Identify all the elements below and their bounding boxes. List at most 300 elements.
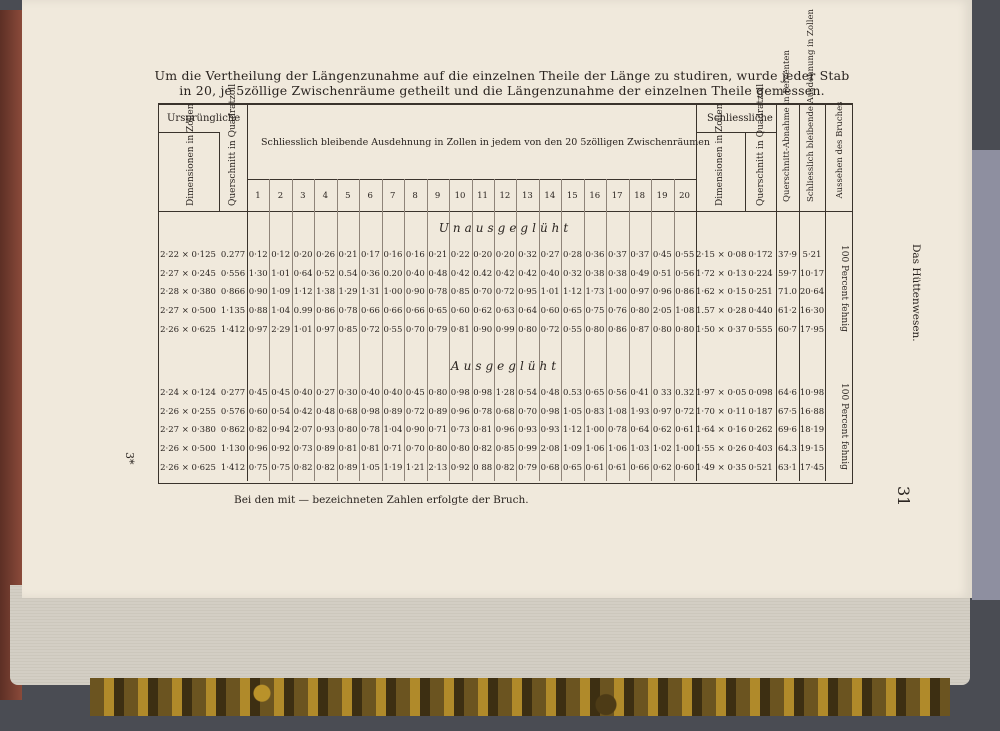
extension-value: 1·30 bbox=[248, 268, 268, 279]
extension-value: 0·78 bbox=[361, 425, 380, 436]
original-cross-section: 0·277 bbox=[220, 388, 246, 398]
extension-value: 0·16 bbox=[405, 250, 425, 260]
column-number: 16 bbox=[589, 191, 601, 201]
final-dimensions: 1·72 × 0·13 bbox=[696, 268, 747, 279]
column-number: 8 bbox=[412, 191, 418, 201]
extension-value: 1·31 bbox=[361, 287, 380, 298]
page-number: 31 bbox=[894, 486, 913, 507]
extension-value: 0·45 bbox=[652, 250, 672, 260]
final-dimensions: 1·50 × 0·37 bbox=[696, 324, 747, 335]
original-dimensions: 2·26 × 0·625 bbox=[160, 324, 216, 335]
final-cross-section: 0·262 bbox=[748, 425, 773, 436]
extension-value: 0·73 bbox=[293, 444, 313, 455]
extension-value: 1·04 bbox=[383, 425, 403, 436]
extension-value: 1·00 bbox=[383, 287, 403, 298]
extension-value: 0·12 bbox=[271, 250, 291, 260]
extension-value: 0·68 bbox=[540, 462, 560, 473]
original-dimensions: 2·24 × 0·124 bbox=[160, 388, 216, 398]
final-cross-section: 0·440 bbox=[748, 306, 773, 317]
extension-value: 0·60 bbox=[675, 462, 695, 473]
extension-value: 0·65 bbox=[585, 388, 605, 398]
header-fracture: Aussehen des Bruches bbox=[835, 101, 845, 199]
extension-value: 0·60 bbox=[248, 406, 268, 417]
original-cross-section: 0.277 bbox=[220, 250, 246, 260]
extension-value: 0·86 bbox=[607, 324, 627, 335]
extension-value: 0·90 bbox=[405, 425, 425, 436]
extension-value: 0·89 bbox=[383, 406, 403, 417]
reduction-percent: 67·5 bbox=[778, 406, 797, 417]
extension-value: 0·96 bbox=[652, 287, 672, 298]
signature-mark: 3* bbox=[123, 452, 136, 465]
extension-value: 0·80 bbox=[450, 444, 470, 455]
extension-value: 0·70 bbox=[473, 287, 493, 298]
extension-value: 0·66 bbox=[630, 462, 650, 473]
extension-value: 0·62 bbox=[652, 462, 672, 473]
extension-value: 2·05 bbox=[652, 306, 672, 317]
extension-value: 0·54 bbox=[271, 406, 291, 417]
original-cross-section: 0·576 bbox=[220, 406, 246, 417]
extension-value: 0·48 bbox=[540, 388, 560, 398]
header-cross: Querschnitt in Quadratzoll bbox=[228, 83, 238, 206]
extension-value: 0·62 bbox=[473, 306, 493, 317]
extension-value: 0·81 bbox=[473, 425, 493, 436]
extension-value: 0·89 bbox=[316, 444, 336, 455]
total-extension: 16·30 bbox=[799, 306, 825, 317]
extension-value: 0·70 bbox=[405, 324, 425, 335]
extension-value: 0.54 bbox=[338, 268, 358, 279]
extension-value: 0·75 bbox=[248, 462, 268, 473]
extension-value: 0·66 bbox=[405, 306, 425, 317]
extension-value: 1·19 bbox=[383, 462, 403, 473]
extension-value: 0·88 bbox=[248, 306, 268, 317]
extension-value: 0·65 bbox=[428, 306, 448, 317]
extension-value: 0·68 bbox=[495, 406, 515, 417]
final-dimensions: 1·55 × 0·26 bbox=[696, 444, 747, 455]
extension-value: 0·61 bbox=[675, 425, 695, 436]
extension-value: 0·95 bbox=[518, 287, 538, 298]
extension-value: 0·89 bbox=[338, 462, 358, 473]
extension-value: 0·60 bbox=[450, 306, 470, 317]
extension-value: 0·65 bbox=[563, 306, 582, 317]
extension-value: 0·20 bbox=[473, 250, 493, 260]
extension-value: 0·64 bbox=[293, 268, 313, 279]
extension-value: 0·80 bbox=[338, 425, 358, 436]
extension-value: 1·06 bbox=[585, 444, 605, 455]
extension-value: 0 33 bbox=[652, 388, 672, 398]
extension-value: 0·92 bbox=[271, 444, 291, 455]
extension-value: 0·80 bbox=[428, 388, 448, 398]
extension-value: 0·85 bbox=[495, 444, 515, 455]
final-dimensions: 1.57 × 0·28 bbox=[696, 306, 747, 317]
extension-value: 0.53 bbox=[563, 388, 582, 398]
extension-value: 0·71 bbox=[383, 444, 403, 455]
extension-value: 0·86 bbox=[675, 287, 695, 298]
extension-value: 0·42 bbox=[293, 406, 313, 417]
extension-value: 0·41 bbox=[630, 388, 650, 398]
reduction-percent: 64·6 bbox=[778, 388, 797, 398]
extension-value: 0.32 bbox=[675, 388, 695, 398]
header-total-ext: Schliesslich bleibende Ausdehnung in Zollen bbox=[806, 9, 816, 202]
final-cross-section: 0·403 bbox=[748, 444, 773, 455]
extension-value: 1·29 bbox=[338, 287, 358, 298]
extension-value: 0·37 bbox=[607, 250, 627, 260]
extension-value: 1·00 bbox=[585, 425, 605, 436]
header-reduction: Querschnitt-Abnahme in Percenten bbox=[782, 50, 792, 202]
column-number: 1 bbox=[255, 191, 261, 201]
original-cross-section: 0·866 bbox=[220, 287, 246, 298]
extension-value: 1·01 bbox=[271, 268, 291, 279]
extension-value: 1·12 bbox=[293, 287, 313, 298]
extension-value: 0·40 bbox=[293, 388, 313, 398]
reduction-percent: 60·7 bbox=[778, 324, 797, 335]
extension-value: 1·12 bbox=[563, 425, 582, 436]
extension-value: 0·96 bbox=[495, 425, 515, 436]
extension-value: 0·66 bbox=[383, 306, 403, 317]
extension-value: 2·13 bbox=[428, 462, 448, 473]
column-number: 13 bbox=[521, 191, 533, 201]
extension-value: 0·72 bbox=[361, 324, 380, 335]
extension-value: 0·17 bbox=[361, 250, 380, 260]
header-final: Schliessliche bbox=[707, 113, 773, 124]
reduction-percent: 71.0 bbox=[778, 287, 797, 298]
extension-value: 0·93 bbox=[316, 425, 336, 436]
extension-value: 0·97 bbox=[652, 406, 672, 417]
extension-value: 0·40 bbox=[405, 268, 425, 279]
extension-value: 0·76 bbox=[607, 306, 627, 317]
final-cross-section: 0·555 bbox=[748, 324, 773, 335]
extension-value: 0·55 bbox=[383, 324, 403, 335]
extension-value: 0·36 bbox=[361, 268, 380, 279]
final-cross-section: 0·187 bbox=[748, 406, 773, 417]
original-dimensions: 2·22 × 0·125 bbox=[160, 250, 216, 260]
extension-value: 0·78 bbox=[607, 425, 627, 436]
extension-value: 0·89 bbox=[428, 406, 448, 417]
extension-value: 0·80 bbox=[652, 324, 672, 335]
reduction-percent: 63·1 bbox=[778, 462, 797, 473]
extension-value: 1·73 bbox=[585, 287, 605, 298]
extension-value: 1·06 bbox=[607, 444, 627, 455]
extension-value: 0·45 bbox=[248, 388, 268, 398]
extension-value: 0·79 bbox=[428, 324, 448, 335]
extension-value: 2·29 bbox=[271, 324, 291, 335]
extension-value: 0·48 bbox=[428, 268, 448, 279]
total-extension: 20·64 bbox=[799, 287, 825, 298]
extension-value: 0·82 bbox=[473, 444, 493, 455]
original-dimensions: 2·26 × 0·255 bbox=[160, 406, 216, 417]
extension-value: 1·93 bbox=[630, 406, 650, 417]
final-cross-section: 0·521 bbox=[748, 462, 773, 473]
extension-value: 0·42 bbox=[450, 268, 470, 279]
book-page bbox=[22, 0, 972, 598]
extension-value: 0·98 bbox=[450, 388, 470, 398]
extension-value: 0·51 bbox=[652, 268, 672, 279]
extension-value: 1·05 bbox=[361, 462, 380, 473]
rule bbox=[219, 132, 220, 211]
final-dimensions: 1·62 × 0·15 bbox=[696, 287, 747, 298]
extension-value: 0·82 bbox=[248, 425, 268, 436]
column-number: 12 bbox=[499, 191, 511, 201]
extension-value: 1·09 bbox=[271, 287, 291, 298]
extension-value: 0·98 bbox=[540, 406, 560, 417]
extension-value: 0·80 bbox=[585, 324, 605, 335]
column-number: 7 bbox=[389, 191, 396, 201]
original-dimensions: 2·27 × 0·500 bbox=[160, 306, 216, 317]
final-cross-section: 0·251 bbox=[748, 287, 773, 298]
original-cross-section: 0·862 bbox=[220, 425, 246, 436]
extension-value: 0·81 bbox=[361, 444, 380, 455]
intro-paragraph: Um die Vertheilung der Längenzunahme auf die einzelnen Theile der Länge zu studiren, wurde jeder Stab in 20, je 5zöllige Zwischenräume getheilt und die Längenzunahme der einzelnen Theile gemessen. bbox=[154, 68, 850, 98]
running-title: Das Hüttenwesen. bbox=[910, 244, 922, 342]
reduction-percent: 69·6 bbox=[778, 425, 797, 436]
extension-value: 0·72 bbox=[540, 324, 560, 335]
extension-value: 0·66 bbox=[361, 306, 380, 317]
original-dimensions: 2·28 × 0·380 bbox=[160, 287, 216, 298]
extension-value: 0·99 bbox=[518, 444, 538, 455]
original-cross-section: 1·412 bbox=[220, 324, 246, 335]
extension-value: 0·56 bbox=[675, 268, 695, 279]
extension-value: 0·60 bbox=[540, 306, 560, 317]
section-title-annealed: Ausgeglüht bbox=[450, 359, 561, 373]
extension-value: 0·68 bbox=[338, 406, 358, 417]
fracture-label-annealed: 100 Percent fehnig bbox=[839, 383, 849, 470]
final-cross-section: 0·098 bbox=[748, 388, 773, 398]
extension-value: 1·02 bbox=[652, 444, 672, 455]
extension-value: 1·38 bbox=[316, 287, 336, 298]
extension-value: 0·82 bbox=[316, 462, 336, 473]
extension-value: 0·32 bbox=[563, 268, 582, 279]
final-cross-section: 0·172 bbox=[748, 250, 773, 260]
original-dimensions: 2·26 × 0·625 bbox=[160, 462, 216, 473]
extension-value: 0·52 bbox=[316, 268, 336, 279]
extension-value: 2·08 bbox=[540, 444, 560, 455]
extension-value: 0·80 bbox=[428, 444, 448, 455]
extension-value: 1·08 bbox=[675, 306, 695, 317]
extension-value: 0·90 bbox=[473, 324, 493, 335]
extension-value: 0·55 bbox=[563, 324, 582, 335]
extension-value: 0·54 bbox=[518, 388, 538, 398]
extension-value: 0·40 bbox=[361, 388, 380, 398]
extension-value: 1·04 bbox=[271, 306, 291, 317]
header-final-dims: Dimensionen in Zollen bbox=[715, 103, 725, 206]
extension-value: 0·99 bbox=[495, 324, 515, 335]
extension-value: 0·85 bbox=[450, 287, 470, 298]
extension-value: 0·97 bbox=[248, 324, 268, 335]
extension-value: 0·37 bbox=[630, 250, 650, 260]
final-dimensions: 1·97 × 0·05 bbox=[696, 388, 747, 398]
column-number: 9 bbox=[434, 191, 441, 201]
final-dimensions: 1·70 × 0·11 bbox=[696, 406, 747, 417]
total-extension: 18·19 bbox=[799, 425, 825, 436]
extension-value: 0·72 bbox=[405, 406, 425, 417]
column-number: 17 bbox=[611, 191, 623, 201]
original-dimensions: 2·27 × 0·245 bbox=[160, 268, 216, 279]
extension-value: 0·61 bbox=[607, 462, 627, 473]
extension-value: 0·80 bbox=[675, 324, 695, 335]
extension-value: 0·78 bbox=[428, 287, 448, 298]
extension-value: 0·98 bbox=[361, 406, 380, 417]
extension-value: 0·22 bbox=[450, 250, 470, 260]
reduction-percent: 64.3 bbox=[778, 444, 797, 455]
column-number: 3 bbox=[300, 191, 306, 201]
extension-value: 0·98 bbox=[473, 388, 493, 398]
extension-value: 0·42 bbox=[518, 268, 538, 279]
original-dimensions: 2·26 × 0·500 bbox=[160, 444, 216, 455]
extension-value: 0·78 bbox=[338, 306, 358, 317]
extension-value: 0·38 bbox=[607, 268, 627, 279]
extension-value: 1·21 bbox=[405, 462, 425, 473]
extension-value: 0·16 bbox=[383, 250, 403, 260]
extension-value: 0·93 bbox=[518, 425, 538, 436]
column-number: 14 bbox=[544, 191, 556, 201]
extension-value: 0.42 bbox=[473, 268, 493, 279]
extension-value: 1·28 bbox=[495, 388, 515, 398]
extension-value: 0·81 bbox=[338, 444, 358, 455]
extension-value: 0.99 bbox=[293, 306, 313, 317]
extension-value: 0·27 bbox=[540, 250, 560, 260]
extension-value: 0·63 bbox=[495, 306, 515, 317]
extension-value: 0·20 bbox=[293, 250, 313, 260]
extension-value: 0·64 bbox=[630, 425, 650, 436]
extension-value: 0·70 bbox=[518, 406, 538, 417]
extension-value: 1·05 bbox=[563, 406, 582, 417]
extension-value: 0·80 bbox=[630, 306, 650, 317]
column-number: 19 bbox=[656, 191, 668, 201]
final-cross-section: 0·224 bbox=[748, 268, 773, 279]
extension-value: 0·38 bbox=[585, 268, 605, 279]
extension-value: 0·48 bbox=[316, 406, 336, 417]
section-title-unannealed: Unausgeglüht bbox=[438, 221, 573, 235]
extension-value: 0·97 bbox=[630, 287, 650, 298]
original-cross-section: 0·556 bbox=[220, 268, 246, 279]
final-dimensions: 2·15 × 0·08 bbox=[696, 250, 747, 260]
extension-value: 0·56 bbox=[607, 388, 627, 398]
extension-value: 0·42 bbox=[495, 268, 515, 279]
extension-value: 0·61 bbox=[585, 462, 605, 473]
extension-value: 0·49 bbox=[630, 268, 650, 279]
extension-value: 0·79 bbox=[518, 462, 538, 473]
total-extension: 16·88 bbox=[799, 406, 825, 417]
extension-value: 0·94 bbox=[271, 425, 291, 436]
extension-value: 0·65 bbox=[563, 462, 582, 473]
extension-value: 0·45 bbox=[271, 388, 291, 398]
extension-value: 0·55 bbox=[675, 250, 695, 260]
reduction-percent: 61·2 bbox=[778, 306, 797, 317]
extension-value: 0·27 bbox=[316, 388, 336, 398]
extension-value: 0·26 bbox=[316, 250, 336, 260]
marbled-edge bbox=[90, 678, 950, 716]
extension-value: 0·96 bbox=[248, 444, 268, 455]
extension-value: 1·00 bbox=[607, 287, 627, 298]
extension-value: 0·82 bbox=[495, 462, 515, 473]
total-extension: 19·15 bbox=[799, 444, 825, 455]
extension-value: 0·96 bbox=[450, 406, 470, 417]
column-number: 15 bbox=[566, 191, 578, 201]
extension-value: 0·72 bbox=[495, 287, 515, 298]
extension-value: 1·01 bbox=[293, 324, 313, 335]
extension-value: 0·81 bbox=[450, 324, 470, 335]
extension-value: 0·71 bbox=[428, 425, 448, 436]
background-strip bbox=[972, 150, 1000, 600]
extension-value: 0.20 bbox=[383, 268, 403, 279]
original-cross-section: 1·130 bbox=[220, 444, 246, 455]
extension-value: 1·12 bbox=[563, 287, 582, 298]
reduction-percent: 37·9 bbox=[778, 250, 797, 260]
column-number: 20 bbox=[679, 191, 690, 201]
extension-value: 0·36 bbox=[585, 250, 605, 260]
original-cross-section: 1·412 bbox=[220, 462, 246, 473]
rule bbox=[825, 105, 826, 481]
original-cross-section: 1·135 bbox=[220, 306, 246, 317]
extension-value: 0·92 bbox=[450, 462, 470, 473]
extension-value: 0·40 bbox=[383, 388, 403, 398]
extension-value: 0·75 bbox=[271, 462, 291, 473]
extension-value: 0·70 bbox=[405, 444, 425, 455]
page-block-edge bbox=[10, 585, 970, 685]
header-final-cross: Querschnitt in Quadratzoll bbox=[756, 83, 766, 206]
extension-value: 1·03 bbox=[630, 444, 650, 455]
extension-value: 0·12 bbox=[248, 250, 268, 260]
extension-value: 0·32 bbox=[518, 250, 538, 260]
column-number: 18 bbox=[634, 191, 646, 201]
total-extension: 17·45 bbox=[799, 462, 825, 473]
extension-value: 0·85 bbox=[338, 324, 358, 335]
total-extension: 10·98 bbox=[799, 388, 825, 398]
total-extension: 17·95 bbox=[799, 324, 825, 335]
header-original: Ursprüngliche bbox=[167, 113, 241, 124]
extension-value: 0·30 bbox=[338, 388, 358, 398]
column-number: 6 bbox=[367, 191, 373, 201]
final-dimensions: 1·49 × 0·35 bbox=[696, 462, 747, 473]
extension-value: 0·21 bbox=[428, 250, 448, 260]
extension-value: 1·00 bbox=[675, 444, 695, 455]
extension-value: 0·40 bbox=[540, 268, 560, 279]
rule bbox=[745, 132, 746, 211]
extension-value: 1·08 bbox=[607, 406, 627, 417]
extension-value: 0·64 bbox=[518, 306, 538, 317]
fracture-label-unannealed: 100 Percent fehnig bbox=[839, 245, 849, 332]
reduction-percent: 59·7 bbox=[778, 268, 797, 279]
column-number: 5 bbox=[345, 191, 351, 201]
extension-value: 1·01 bbox=[540, 287, 560, 298]
extension-value: 0·72 bbox=[675, 406, 695, 417]
extension-value: 1·09 bbox=[563, 444, 582, 455]
extension-value: 0·28 bbox=[563, 250, 582, 260]
final-dimensions: 1·64 × 0·16 bbox=[696, 425, 747, 436]
column-number: 4 bbox=[322, 191, 329, 201]
extension-value: 0·75 bbox=[585, 306, 605, 317]
extension-value: 0·20 bbox=[495, 250, 515, 260]
extension-value: 0·90 bbox=[248, 287, 268, 298]
extension-value: 0·21 bbox=[338, 250, 358, 260]
extension-value: 0·45 bbox=[405, 388, 425, 398]
total-extension: 5·21 bbox=[802, 250, 822, 260]
column-number: 11 bbox=[477, 191, 488, 201]
extension-value: 2·07 bbox=[293, 425, 313, 436]
footnote: Bei den mit — bezeichneten Zahlen erfolgte der Bruch. bbox=[234, 494, 529, 506]
extension-value: 0·80 bbox=[518, 324, 538, 335]
extension-value: 0·87 bbox=[630, 324, 650, 335]
extension-value: 0·97 bbox=[316, 324, 336, 335]
extension-value: 0 88 bbox=[473, 462, 493, 473]
extension-value: 0·83 bbox=[585, 406, 605, 417]
column-number: 2 bbox=[277, 191, 284, 201]
extension-value: 0·62 bbox=[652, 425, 672, 436]
header-bottom-rule bbox=[159, 211, 852, 212]
extension-value: 0·78 bbox=[473, 406, 493, 417]
total-extension: 10·17 bbox=[799, 268, 825, 279]
column-number: 10 bbox=[454, 191, 466, 201]
header-middle: Schliesslich bleibende Ausdehnung in Zollen in jedem von den 20 5zölligen Zwischenräumen bbox=[261, 137, 710, 148]
